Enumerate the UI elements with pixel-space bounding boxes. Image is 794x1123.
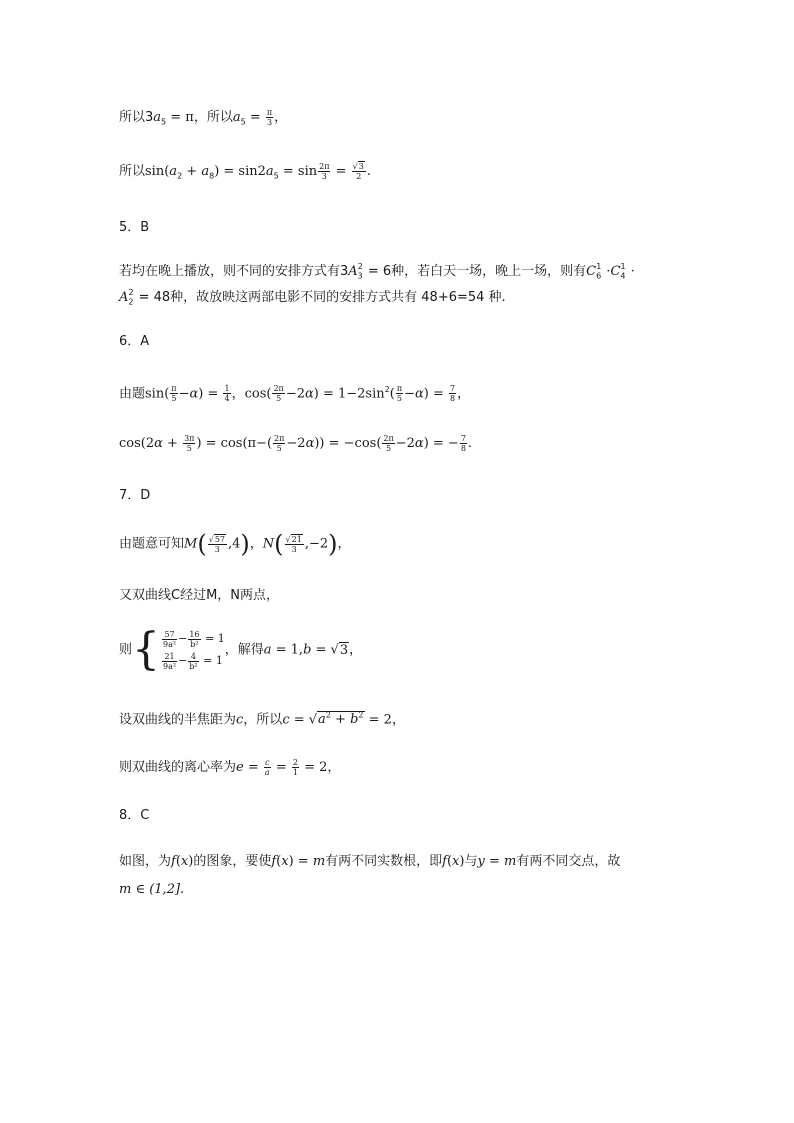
line-9: 则 { $\frac{57}{\text{9a²}}$ − $\frac{16}{\text{b²}}$ = 1 $\frac{21}{\text{9a²}}$ − $\frac{4}{\text{b²}}$ = 1 ，解得a = 1,b = √3， (119, 624, 363, 675)
answer-8: 8．C (119, 808, 150, 823)
line-7: 由题意可知M( $\frac{√57}{3}$ ,4)，N( $\frac{√21}{3}$ ,−2)， (119, 530, 351, 558)
line-11: 则双曲线的离心率为e = $\frac{c}{a}$ = $\frac{2}{1}$ = 2， (119, 758, 341, 777)
answer-6: 6．A (119, 334, 150, 349)
line-13: m ∈ (1,2]. (119, 882, 185, 897)
answer-5: 5．B (119, 220, 150, 235)
line-3: 若均在晚上播放，则不同的安排方式有$3A_3^2 = 6$种，若白天一场，晚上一场，则有$C_6^1 \cdot C_4^1$ · (119, 262, 635, 281)
line-12: 如图，为f(x)的图象，要使f(x) = m有两不同实数根，即f(x)与y = m有两不同交点，故 (119, 854, 621, 869)
line-8: 又双曲线C经过M，N两点， (119, 588, 280, 603)
line-4: $A_2^2 = 48$种，故放映这两部电影不同的安排方式共有 48+6=54 种. (119, 288, 506, 307)
line-5: 由题sin( $\frac{\pi}{5}$ −α) = $\frac{1}{4}$ ，cos( $\frac{2\pi}{5}$ $-2\alpha) = 1-2\sin^2$( $\frac{\pi}{5}$ −α) = $\frac{7}{8}$ ， (119, 384, 471, 404)
line-10: 设双曲线的半焦距为c，所以$c = √a^2 + b^2 = 2$， (119, 711, 405, 728)
line-6: cos(2α + $\frac{3\pi}{5}$ ) = cos(π−( $\frac{2\pi}{5}$ −2α)) = −cos( $\frac{2\pi}{5}$ −2α) = − $\frac{7}{8}$ . (119, 434, 473, 453)
line-1: 所以$3a_5 = \pi$，所以$a_5$ = $\frac{\pi}{3}$ ， (119, 108, 288, 127)
answer-7: 7．D (119, 488, 151, 503)
line-2: 所以$\sin(a_2 + a_8) = \sin 2a_5 = \sin$ $\frac{2\pi}{3}$ = $\frac{√3}{2}$ . (119, 162, 371, 181)
